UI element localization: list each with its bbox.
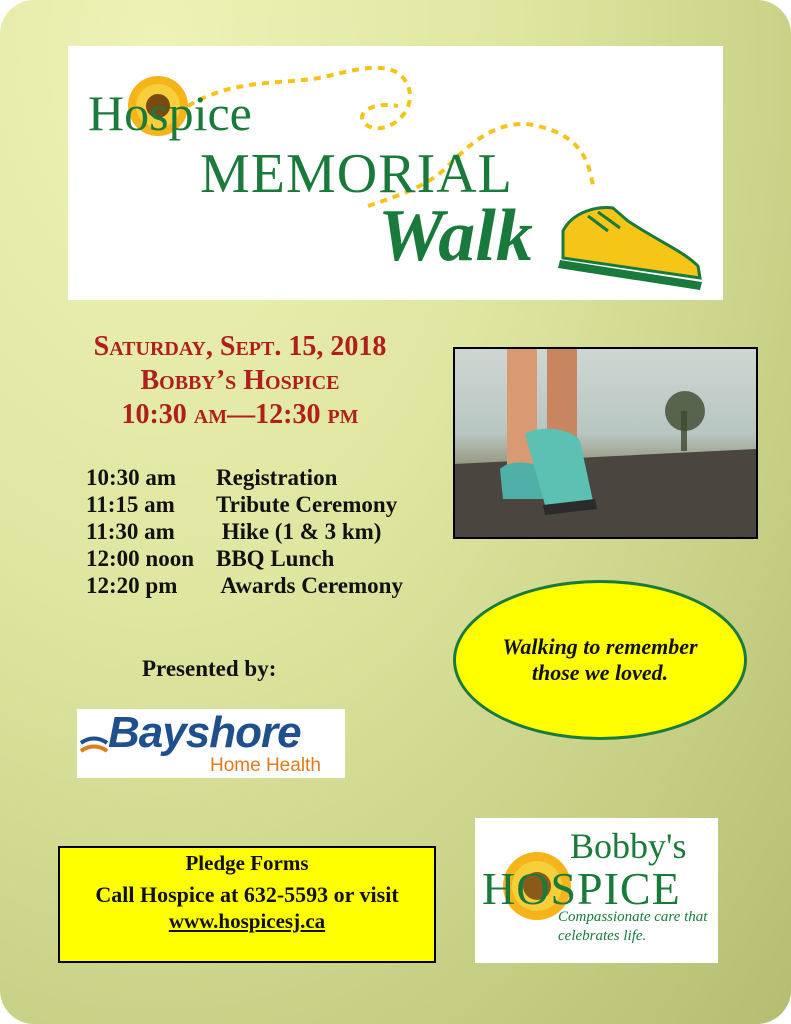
schedule-item: Tribute Ceremony bbox=[216, 492, 398, 517]
schedule-item: Registration bbox=[216, 465, 338, 490]
pledge-title: Pledge Forms bbox=[185, 851, 309, 875]
schedule-row bbox=[86, 572, 403, 599]
event-location: Bobby’s Hospice bbox=[140, 365, 340, 396]
bobbys-tagline: Compassionate care that celebrates life. bbox=[558, 909, 708, 944]
pledge-box bbox=[58, 846, 436, 963]
sponsor-name: Bayshore bbox=[108, 708, 301, 757]
pledge-call-text: Call Hospice at 632-5593 or visit bbox=[95, 882, 399, 907]
schedule-row bbox=[86, 545, 403, 572]
logo-walk-text: Walk bbox=[378, 195, 533, 277]
presented-by-label: Presented by: bbox=[142, 656, 277, 681]
event-details bbox=[40, 330, 440, 432]
event-time: 10:30 am—12:30 pm bbox=[121, 399, 359, 430]
logo-memorial-text: MEMORIAL bbox=[200, 143, 513, 205]
tagline-oval bbox=[453, 580, 747, 740]
walker-illustration bbox=[455, 349, 756, 537]
schedule-row bbox=[86, 518, 403, 545]
pledge-website-link[interactable]: www.hospicesj.ca bbox=[168, 909, 326, 933]
event-date: Saturday, Sept. 15, 2018 bbox=[93, 331, 387, 362]
walking-photo bbox=[453, 347, 758, 539]
sponsor-subtitle: Home Health bbox=[210, 755, 321, 776]
bobbys-text: Bobby's bbox=[570, 826, 687, 866]
shoe-icon bbox=[558, 208, 702, 290]
schedule-time: 12:20 pm bbox=[86, 573, 178, 598]
schedule-item: Awards Ceremony bbox=[216, 573, 403, 598]
schedule-time: 11:30 am bbox=[86, 519, 175, 544]
schedule-item: Hike (1 & 3 km) bbox=[216, 519, 382, 544]
schedule-time: 10:30 am bbox=[86, 465, 177, 490]
schedule-list bbox=[86, 464, 403, 599]
schedule-time: 12:00 noon bbox=[86, 546, 194, 571]
schedule-item: BBQ Lunch bbox=[216, 546, 335, 571]
schedule-row bbox=[86, 491, 403, 518]
schedule-row bbox=[86, 464, 403, 491]
schedule-time: 11:15 am bbox=[86, 492, 175, 517]
hospice-text: HOSPICE bbox=[482, 863, 681, 914]
tagline-text: Walking to remember those we loved. bbox=[502, 634, 698, 685]
logo-hospice-text: Hospice bbox=[88, 85, 252, 141]
